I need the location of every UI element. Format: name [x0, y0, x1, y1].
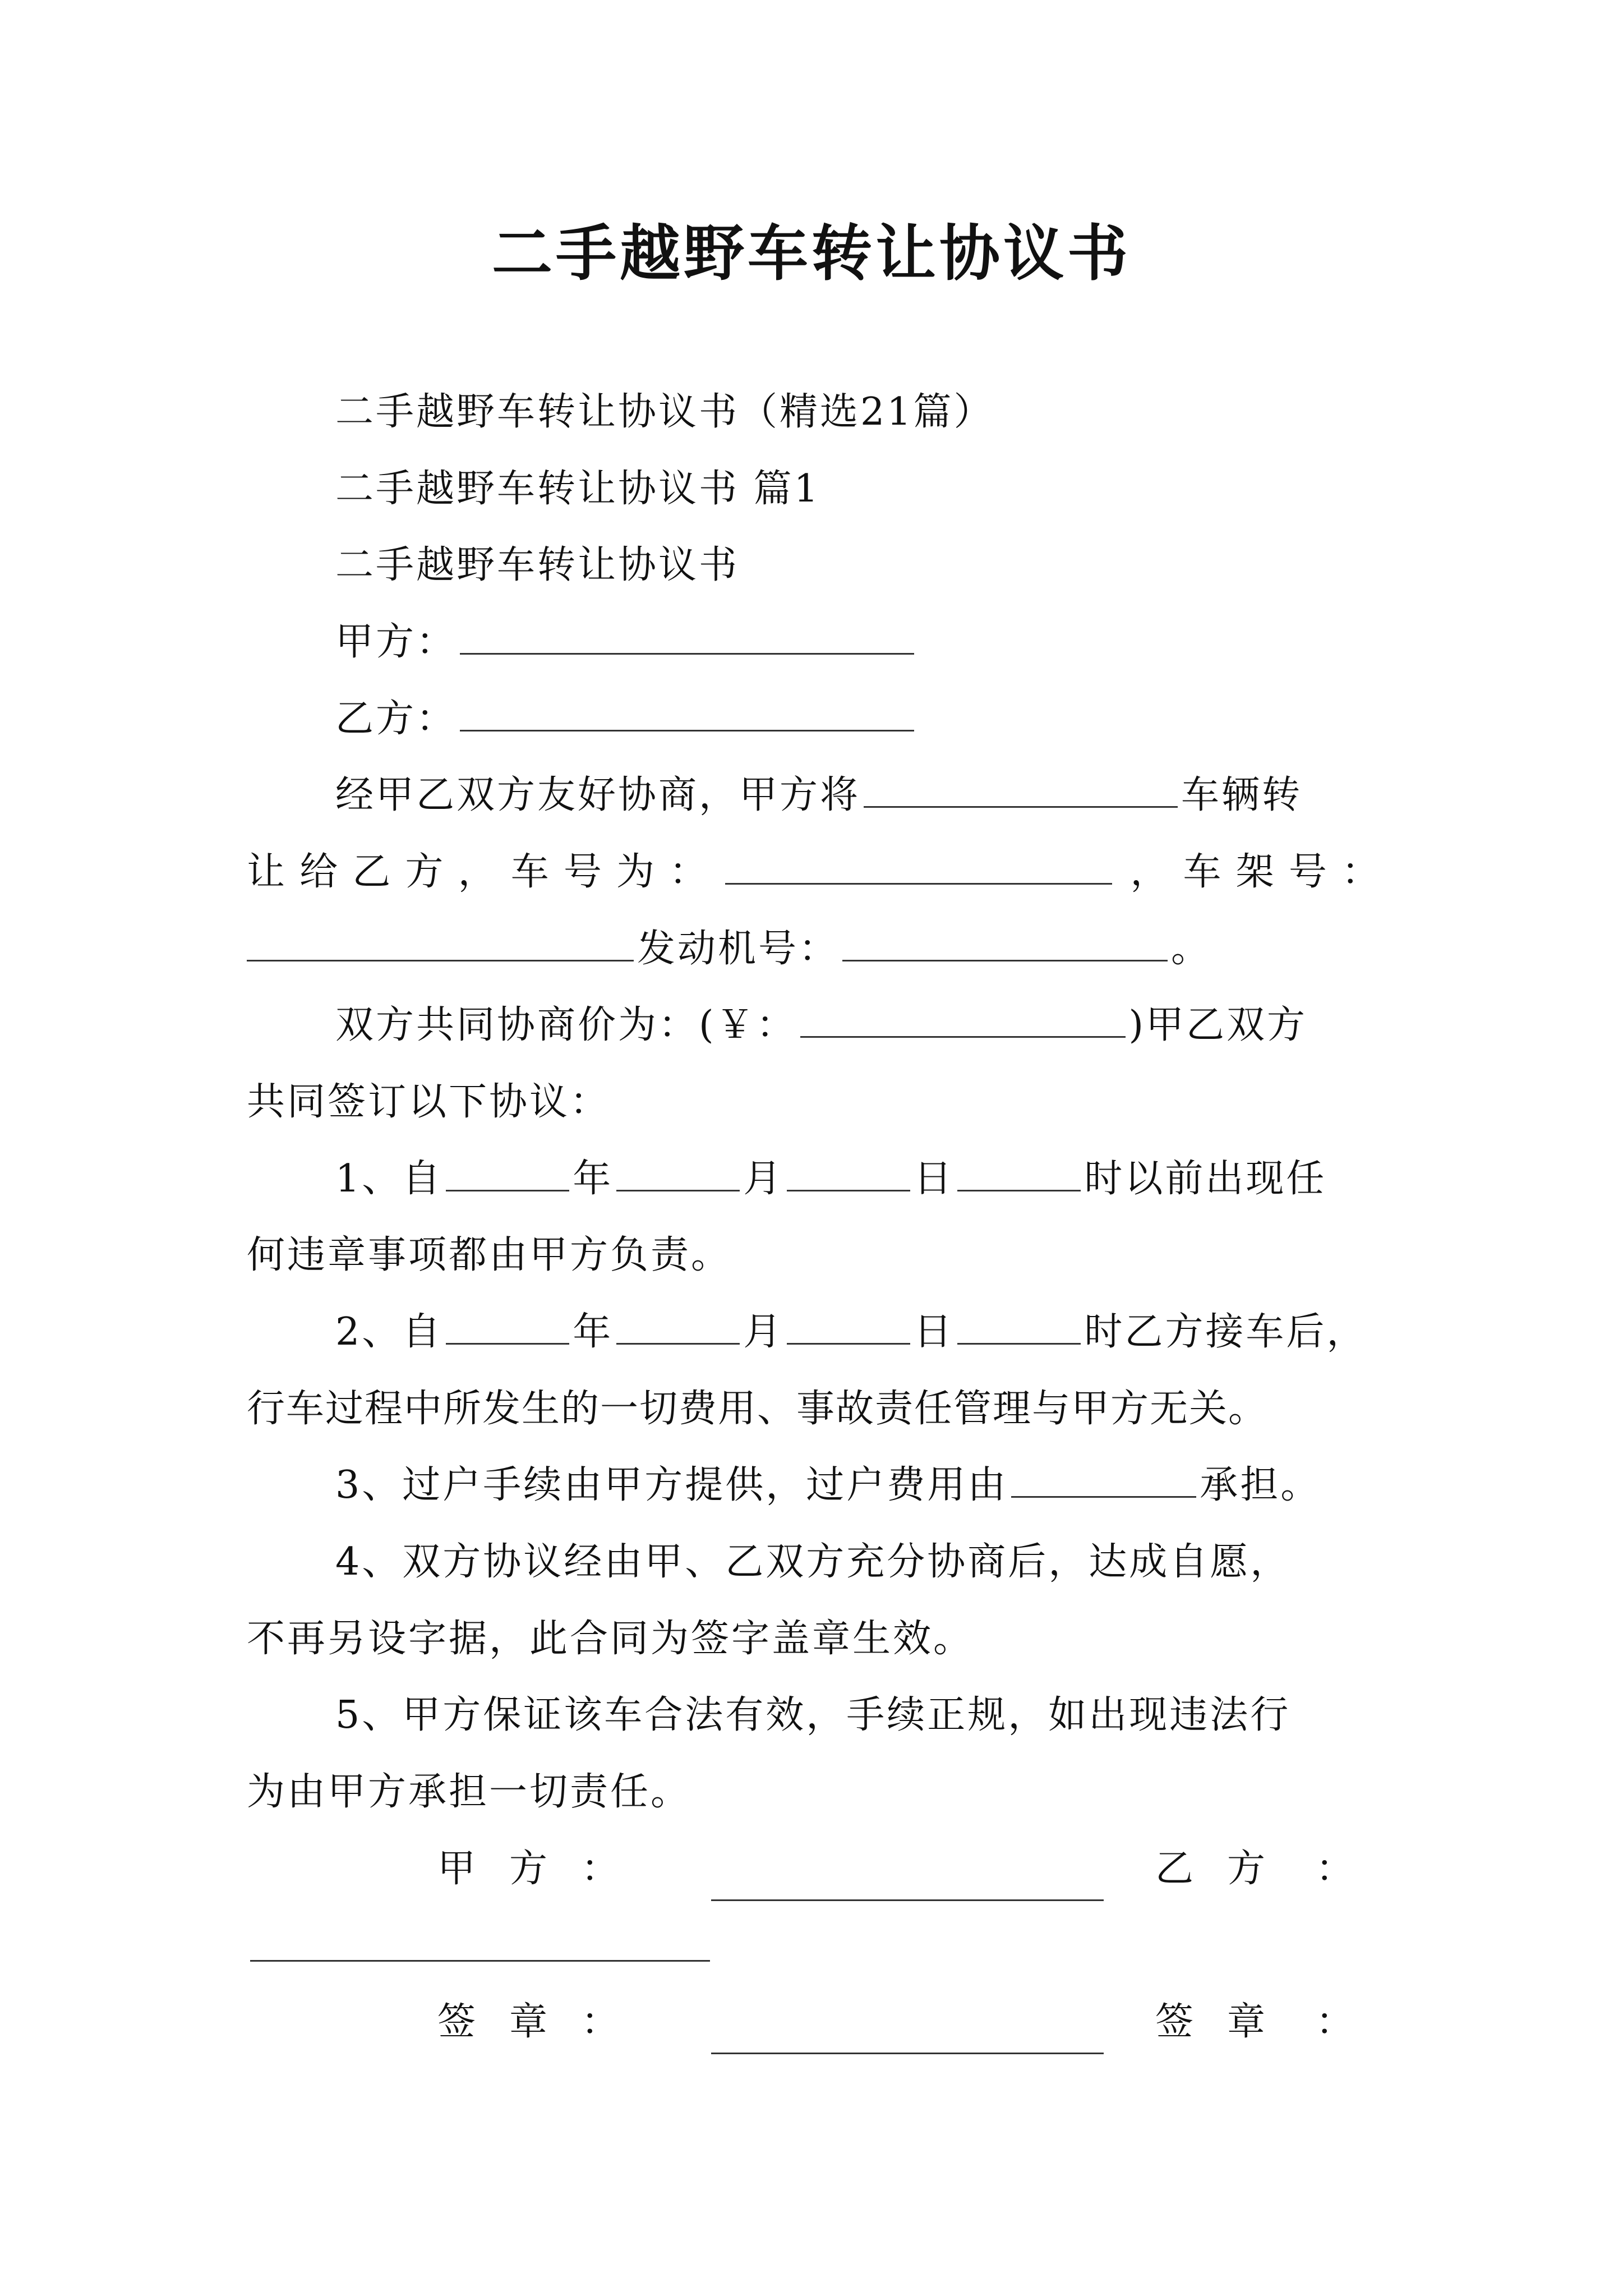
p1-char: 车	[510, 850, 549, 894]
clause-1-rest: 时以前出现任	[1084, 1157, 1327, 1201]
p1-char: 架	[1235, 850, 1274, 894]
party-b-signature-blank[interactable]	[250, 1924, 710, 1962]
clause-2-prefix: 2、自	[335, 1310, 443, 1354]
clause-3-text: 3、过户手续由甲方提供，过户费用由	[335, 1463, 1008, 1507]
p1-char: 号	[563, 850, 602, 894]
sign-char: 乙	[1155, 1847, 1228, 1891]
document-title: 二手越野车转让协议书	[491, 219, 1131, 289]
clause-3-end: 承担。	[1200, 1463, 1321, 1507]
clause-1-day-blank[interactable]	[787, 1154, 910, 1191]
sign-char: 方	[1227, 1847, 1299, 1891]
p1-char: ，	[458, 850, 496, 894]
clause-1-prefix: 1、自	[335, 1157, 443, 1201]
month-label: 月	[743, 1157, 784, 1201]
p1-char: 乙	[352, 850, 391, 894]
month-label: 月	[743, 1310, 784, 1354]
seal-char: 签	[437, 2000, 510, 2044]
price-label: 双方共同协商价为：(￥：	[335, 1003, 797, 1047]
engine-number-blank[interactable]	[842, 924, 1168, 961]
p2-text-b: )甲乙双方	[1128, 1003, 1308, 1047]
signature-party-b	[1155, 1844, 1356, 1894]
seal-colon: ：	[1316, 2000, 1357, 2044]
p1-char: 车	[1183, 850, 1221, 894]
year-label: 年	[573, 1310, 614, 1354]
seal-party-a	[437, 1997, 621, 2047]
paragraph-2-line-1	[335, 1000, 1307, 1051]
party-b-line	[335, 694, 917, 744]
party-b-label: 乙方：	[335, 697, 457, 741]
frame-number-blank[interactable]	[247, 924, 634, 961]
seal-char: 签	[1155, 2000, 1228, 2044]
party-a-blank[interactable]	[460, 617, 914, 655]
seal-party-b	[1155, 1997, 1356, 2047]
party-a-label: 甲方：	[335, 620, 457, 664]
p1-period: 。	[1171, 927, 1212, 971]
transfer-fee-blank[interactable]	[1011, 1460, 1196, 1498]
subtitle: 二手越野车转让协议书（精选21篇）	[335, 390, 994, 434]
clause-1-month-blank[interactable]	[616, 1154, 740, 1191]
seal-char: 章	[1227, 2000, 1299, 2044]
paragraph-1-line-2	[247, 847, 1380, 898]
clause-5-line-1: 5、甲方保证该车合法有效，手续正规，如出现违法行	[335, 1693, 1291, 1737]
clause-2-line-1	[335, 1307, 1367, 1358]
clause-2-month-blank[interactable]	[616, 1307, 740, 1345]
vehicle-blank[interactable]	[864, 770, 1178, 808]
p1-char: 为	[616, 850, 654, 894]
day-label: 日	[914, 1310, 955, 1354]
plate-number-blank[interactable]	[725, 847, 1112, 885]
clause-2-year-blank[interactable]	[446, 1307, 569, 1345]
contract-title: 二手越野车转让协议书	[335, 543, 740, 587]
clause-1-line-2: 何违章事项都由甲方负责。	[247, 1233, 732, 1277]
clause-1-year-blank[interactable]	[446, 1154, 569, 1191]
p1-char: ：	[669, 850, 708, 894]
clause-2-rest: 时乙方接车后，	[1084, 1310, 1367, 1354]
sign-char: 甲	[437, 1847, 510, 1891]
day-label: 日	[914, 1157, 955, 1201]
p1-text-b: 车辆转	[1181, 773, 1303, 817]
clause-2-day-blank[interactable]	[787, 1307, 910, 1345]
clause-1-hour-blank[interactable]	[957, 1154, 1081, 1191]
clause-3-line-1	[335, 1460, 1321, 1511]
party-a-line	[335, 617, 917, 668]
signature-party-a	[437, 1844, 621, 1894]
clause-2-line-2: 行车过程中所发生的一切费用、事故责任管理与甲方无关。	[247, 1387, 1268, 1431]
year-label: 年	[573, 1157, 614, 1201]
p1-char: 让	[247, 850, 285, 894]
seal-char: 章	[509, 2000, 582, 2044]
p1-char: 方	[405, 850, 444, 894]
clause-4-line-1: 4、双方协议经由甲、乙双方充分协商后，达成自愿，	[335, 1540, 1291, 1584]
clause-5-line-2: 为由甲方承担一切责任。	[247, 1770, 691, 1814]
chapter-heading: 二手越野车转让协议书 篇1	[335, 467, 820, 511]
paragraph-1-line-3	[247, 924, 1211, 974]
paragraph-1-line-1	[335, 770, 1302, 821]
seal-colon: ：	[581, 2000, 622, 2044]
sign-colon: ：	[581, 1847, 622, 1891]
price-blank[interactable]	[800, 1000, 1126, 1038]
party-b-blank[interactable]	[460, 694, 914, 731]
p1-text-a: 经甲乙双方友好协商，甲方将	[335, 773, 861, 817]
sign-char: 方	[509, 1847, 582, 1891]
paragraph-2-line-2: 共同签订以下协议：	[247, 1080, 611, 1124]
engine-number-label: 发动机号：	[637, 927, 840, 971]
p1-char: 号	[1288, 850, 1327, 894]
party-a-signature-blank[interactable]	[711, 1864, 1104, 1901]
clause-4-line-2: 不再另设字据，此合同为签字盖章生效。	[247, 1617, 974, 1661]
sign-colon: ：	[1316, 1847, 1357, 1891]
clause-2-hour-blank[interactable]	[957, 1307, 1081, 1345]
p1-char: ：	[1341, 850, 1380, 894]
party-a-seal-blank[interactable]	[711, 2017, 1104, 2054]
p1-char: 给	[299, 850, 338, 894]
clause-1-line-1	[335, 1154, 1326, 1204]
p1-comma: ，	[1130, 850, 1169, 894]
